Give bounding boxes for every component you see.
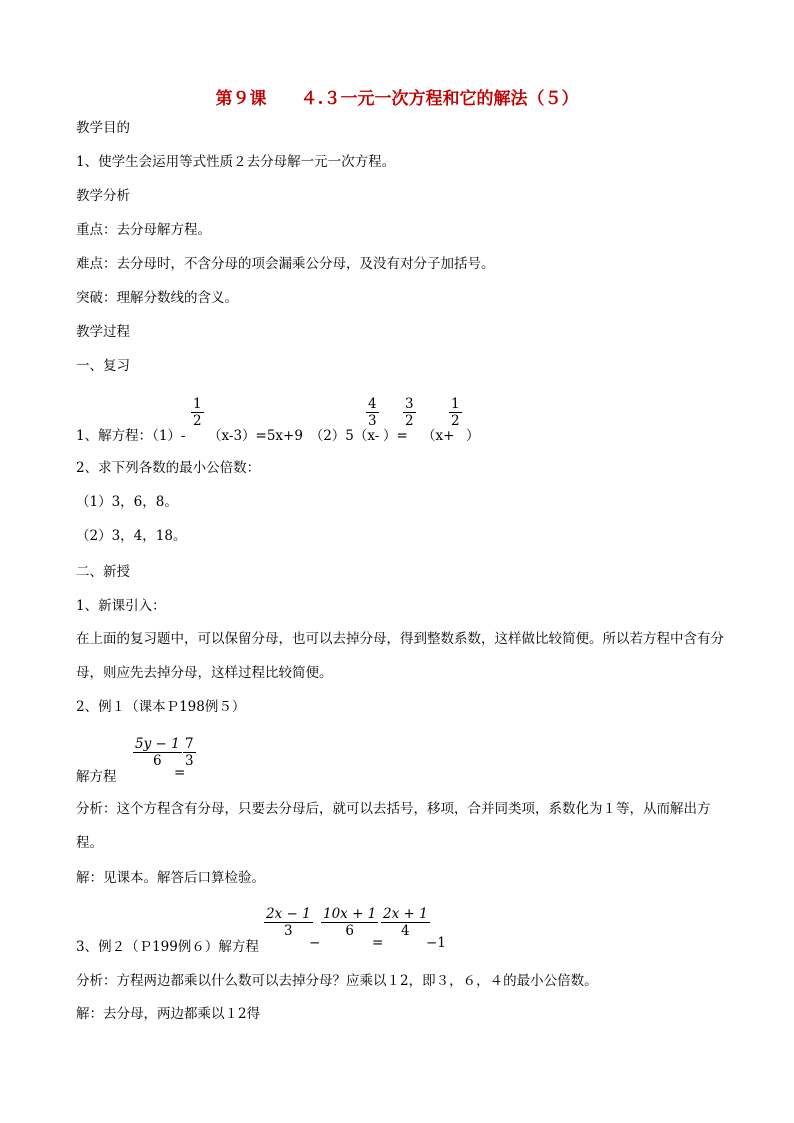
- review-item-2b: （2）3，4，18。: [76, 528, 187, 544]
- difficulty: 难点：去分母时，不含分母的项会漏乘公分母，及没有对分子加括号。: [76, 256, 495, 272]
- equals-sign: =: [174, 765, 186, 781]
- heading-teaching-process: 教学过程: [76, 324, 130, 340]
- review-1-prefix: 1、解方程：（1）-: [76, 428, 186, 444]
- intro-heading: 1、新课引入：: [76, 598, 166, 614]
- fraction-c: [381, 906, 430, 939]
- fraction-denominator: 3: [185, 753, 194, 769]
- fraction-denominator: 3: [264, 922, 313, 939]
- page-title: 第９课 ４.３一元一次方程和它的解法（５）: [215, 89, 579, 109]
- intro-paragraph: 在上面的复习题中，可以保留分母，也可以去掉分母，得到整数系数，这样做比较简便。所以若方程中含有分母，则应先去掉分母，这样过程比较简便。: [76, 631, 724, 681]
- fraction-denominator: 4: [381, 922, 430, 939]
- example-1-heading: 2、例１（课本Ｐ198例５）: [76, 699, 246, 715]
- review-1-suffix: ）: [466, 428, 480, 444]
- fraction-3-2: [403, 396, 416, 429]
- fraction-a: [264, 906, 313, 939]
- fraction-denominator: 2: [405, 413, 414, 429]
- equals-sign: =: [372, 935, 384, 951]
- fraction-rhs: [183, 736, 196, 769]
- section-new-lesson: 二、新授: [76, 564, 130, 580]
- example-2-label: 3、例２（Ｐ199例６）解方程: [76, 939, 259, 955]
- fraction-denominator: 6: [321, 922, 378, 939]
- fraction-numerator: 2x − 1: [266, 906, 311, 922]
- fraction-denominator: 3: [368, 413, 377, 429]
- analysis-2: 分析：方程两边都乘以什么数可以去掉分母？应乘以１2，即３，６，４的最小公倍数。: [76, 973, 598, 989]
- fraction-numerator: 4: [368, 396, 377, 412]
- fraction-numerator: 1: [451, 396, 460, 412]
- fraction-denominator: 6: [133, 752, 182, 769]
- fraction-numerator: 1: [193, 396, 202, 412]
- review-1-mid3: （x+: [422, 428, 455, 444]
- review-1-mid2: ）=: [383, 428, 408, 444]
- analysis-1: 分析：这个方程含有分母，只要去分母后，就可以去括号，移项，合并同类项，系数化为１等，从而解出方程。: [76, 801, 711, 851]
- example-1-label: 解方程: [76, 769, 117, 785]
- minus-sign: −: [309, 935, 321, 951]
- fraction-b: [321, 906, 378, 939]
- fraction-4-3: [366, 396, 379, 429]
- fraction-numerator: 3: [405, 396, 414, 412]
- review-item-2a: （1）3，6，8。: [76, 494, 178, 510]
- heading-teaching-goal: 教学目的: [76, 120, 130, 136]
- fraction-denominator: 2: [193, 413, 202, 429]
- key-point: 重点：去分母解方程。: [76, 222, 211, 238]
- fraction-denominator: 2: [451, 413, 460, 429]
- review-1-mid1: （x-3）=5x+9 （2）5（x-: [208, 428, 380, 444]
- heading-teaching-analysis: 教学分析: [76, 188, 130, 204]
- fraction-numerator: 7: [185, 736, 194, 752]
- solution-2: 解：去分母，两边都乘以１2得: [76, 1006, 261, 1022]
- minus-one: −1: [426, 935, 446, 951]
- solution-1: 解：见课本。解答后口算检验。: [76, 870, 265, 886]
- fraction-1-2a: [191, 396, 204, 429]
- fraction-numerator: 10x + 1: [323, 906, 377, 922]
- fraction-numerator: 2x + 1: [383, 906, 428, 922]
- fraction-1-2b: [449, 396, 462, 429]
- review-item-2: 2、求下列各数的最小公倍数：: [76, 460, 261, 476]
- section-review: 一、复习: [76, 358, 130, 374]
- fraction-numerator: 5y − 1: [135, 736, 180, 752]
- breakthrough: 突破：理解分数线的含义。: [76, 290, 238, 306]
- goal-item-1: 1、使学生会运用等式性质２去分母解一元一次方程。: [76, 154, 396, 170]
